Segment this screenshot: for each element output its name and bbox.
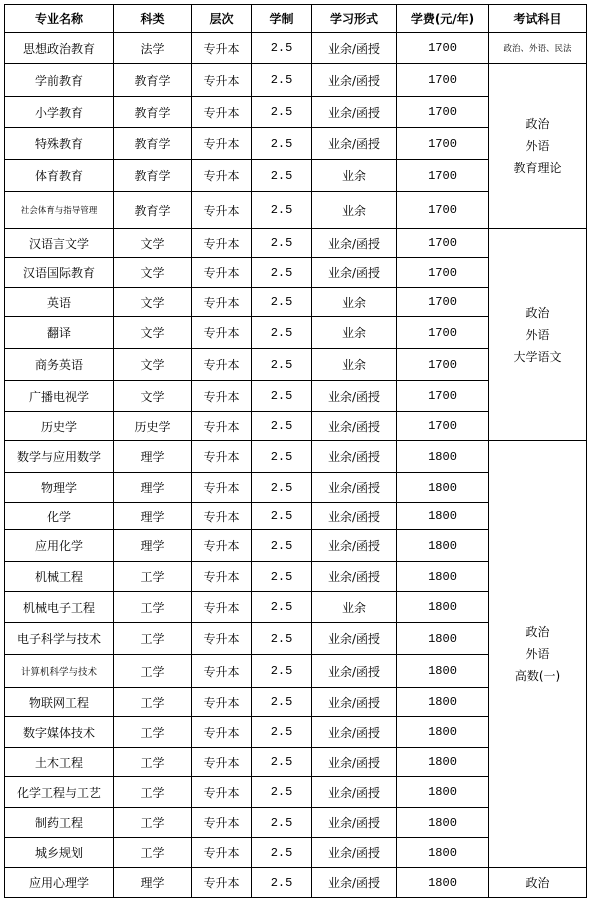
duration-cell: 2.5 (252, 748, 312, 777)
study-mode-cell: 业余 (312, 288, 397, 317)
major-name-cell: 化学工程与工艺 (5, 777, 114, 808)
category-cell: 文学 (114, 229, 192, 258)
category-cell: 文学 (114, 317, 192, 349)
major-name-cell: 物理学 (5, 473, 114, 503)
major-name-cell: 机械电子工程 (5, 592, 114, 623)
header-study-mode: 学习形式 (312, 5, 397, 33)
exam-subject-line: 政治 (525, 117, 550, 131)
study-mode-cell: 业余/函授 (312, 868, 397, 898)
level-cell: 专升本 (192, 503, 252, 530)
level-cell: 专升本 (192, 868, 252, 898)
duration-cell: 2.5 (252, 838, 312, 868)
major-name-cell: 学前教育 (5, 64, 114, 97)
major-name-cell: 社会体育与指导管理 (5, 192, 114, 229)
major-name-cell: 物联网工程 (5, 688, 114, 717)
study-mode-cell: 业余 (312, 160, 397, 192)
level-cell: 专升本 (192, 33, 252, 64)
tuition-cell: 1700 (397, 229, 489, 258)
study-mode-cell: 业余/函授 (312, 717, 397, 748)
tuition-cell: 1700 (397, 412, 489, 441)
category-cell: 历史学 (114, 412, 192, 441)
level-cell: 专升本 (192, 688, 252, 717)
tuition-cell: 1800 (397, 838, 489, 868)
header-category: 科类 (114, 5, 192, 33)
table-row (5, 33, 587, 64)
level-cell: 专升本 (192, 441, 252, 473)
major-name-cell: 数字媒体技术 (5, 717, 114, 748)
tuition-cell: 1800 (397, 688, 489, 717)
category-cell: 工学 (114, 777, 192, 808)
duration-cell: 2.5 (252, 128, 312, 160)
tuition-cell: 1800 (397, 530, 489, 562)
major-name-cell: 思想政治教育 (5, 33, 114, 64)
level-cell: 专升本 (192, 349, 252, 381)
category-cell: 工学 (114, 623, 192, 655)
level-cell: 专升本 (192, 748, 252, 777)
major-name-cell: 翻译 (5, 317, 114, 349)
level-cell: 专升本 (192, 592, 252, 623)
study-mode-cell: 业余/函授 (312, 503, 397, 530)
level-cell: 专升本 (192, 473, 252, 503)
header-exam-subjects: 考试科目 (489, 5, 587, 33)
level-cell: 专升本 (192, 317, 252, 349)
exam-subject-line: 大学语文 (513, 349, 562, 364)
major-name-cell: 电子科学与技术 (5, 623, 114, 655)
duration-cell: 2.5 (252, 808, 312, 838)
header-major-name: 专业名称 (5, 5, 114, 33)
duration-cell: 2.5 (252, 688, 312, 717)
tuition-cell: 1800 (397, 592, 489, 623)
exam-subjects-cell (489, 33, 587, 64)
study-mode-cell: 业余/函授 (312, 258, 397, 288)
duration-cell: 2.5 (252, 562, 312, 592)
study-mode-cell: 业余/函授 (312, 381, 397, 412)
major-name-cell: 土木工程 (5, 748, 114, 777)
major-name-cell: 特殊教育 (5, 128, 114, 160)
duration-cell: 2.5 (252, 349, 312, 381)
category-cell: 理学 (114, 868, 192, 898)
category-cell: 工学 (114, 838, 192, 868)
header-tuition: 学费(元/年) (397, 5, 489, 33)
level-cell: 专升本 (192, 717, 252, 748)
major-name-cell: 商务英语 (5, 349, 114, 381)
table-row (5, 441, 587, 473)
duration-cell: 2.5 (252, 503, 312, 530)
tuition-cell: 1700 (397, 192, 489, 229)
table-row (5, 64, 587, 97)
duration-cell: 2.5 (252, 381, 312, 412)
major-name-cell: 数学与应用数学 (5, 441, 114, 473)
level-cell: 专升本 (192, 623, 252, 655)
tuition-cell: 1800 (397, 808, 489, 838)
level-cell: 专升本 (192, 838, 252, 868)
study-mode-cell: 业余/函授 (312, 748, 397, 777)
level-cell: 专升本 (192, 562, 252, 592)
duration-cell: 2.5 (252, 777, 312, 808)
exam-subject-line: 外语 (525, 327, 550, 342)
major-name-cell: 城乡规划 (5, 838, 114, 868)
category-cell: 文学 (114, 349, 192, 381)
level-cell: 专升本 (192, 192, 252, 229)
tuition-cell: 1800 (397, 473, 489, 503)
duration-cell: 2.5 (252, 192, 312, 229)
study-mode-cell: 业余/函授 (312, 229, 397, 258)
category-cell: 理学 (114, 473, 192, 503)
exam-subject-line: 高数(一) (514, 669, 561, 683)
category-cell: 理学 (114, 441, 192, 473)
tuition-cell: 1800 (397, 868, 489, 898)
study-mode-cell: 业余/函授 (312, 688, 397, 717)
duration-cell: 2.5 (252, 441, 312, 473)
tuition-cell: 1800 (397, 562, 489, 592)
duration-cell: 2.5 (252, 473, 312, 503)
study-mode-cell: 业余/函授 (312, 530, 397, 562)
major-name-cell: 英语 (5, 288, 114, 317)
duration-cell: 2.5 (252, 258, 312, 288)
duration-cell: 2.5 (252, 530, 312, 562)
duration-cell: 2.5 (252, 655, 312, 688)
study-mode-cell: 业余/函授 (312, 33, 397, 64)
study-mode-cell: 业余/函授 (312, 441, 397, 473)
duration-cell: 2.5 (252, 229, 312, 258)
study-mode-cell: 业余/函授 (312, 97, 397, 128)
exam-subject-line: 外语 (525, 139, 550, 153)
table-row (5, 868, 587, 898)
tuition-cell: 1700 (397, 349, 489, 381)
table-body (5, 33, 587, 898)
category-cell: 教育学 (114, 192, 192, 229)
category-cell: 工学 (114, 717, 192, 748)
major-name-cell: 应用化学 (5, 530, 114, 562)
level-cell: 专升本 (192, 808, 252, 838)
header-row (5, 5, 587, 33)
major-name-cell: 计算机科学与技术 (5, 655, 114, 688)
tuition-cell: 1800 (397, 441, 489, 473)
tuition-cell: 1800 (397, 777, 489, 808)
level-cell: 专升本 (192, 229, 252, 258)
study-mode-cell: 业余/函授 (312, 473, 397, 503)
tuition-cell: 1700 (397, 381, 489, 412)
study-mode-cell: 业余 (312, 349, 397, 381)
study-mode-cell: 业余/函授 (312, 808, 397, 838)
exam-subjects-cell (489, 229, 587, 441)
tuition-cell: 1700 (397, 258, 489, 288)
level-cell: 专升本 (192, 530, 252, 562)
major-name-cell: 小学教育 (5, 97, 114, 128)
level-cell: 专升本 (192, 97, 252, 128)
level-cell: 专升本 (192, 655, 252, 688)
category-cell: 教育学 (114, 160, 192, 192)
duration-cell: 2.5 (252, 288, 312, 317)
major-name-cell: 应用心理学 (5, 868, 114, 898)
major-name-cell: 历史学 (5, 412, 114, 441)
duration-cell: 2.5 (252, 97, 312, 128)
major-name-cell: 制药工程 (5, 808, 114, 838)
category-cell: 理学 (114, 503, 192, 530)
exam-subject-line: 教育理论 (513, 161, 562, 175)
category-cell: 工学 (114, 688, 192, 717)
study-mode-cell: 业余/函授 (312, 623, 397, 655)
tuition-cell: 1800 (397, 623, 489, 655)
duration-cell: 2.5 (252, 623, 312, 655)
study-mode-cell: 业余/函授 (312, 412, 397, 441)
major-name-cell: 机械工程 (5, 562, 114, 592)
exam-subject-line: 外语 (525, 647, 550, 661)
study-mode-cell: 业余 (312, 317, 397, 349)
study-mode-cell: 业余/函授 (312, 562, 397, 592)
level-cell: 专升本 (192, 128, 252, 160)
tuition-cell: 1800 (397, 655, 489, 688)
exam-subject-line: 政治 (525, 875, 550, 890)
study-mode-cell: 业余 (312, 592, 397, 623)
category-cell: 工学 (114, 562, 192, 592)
major-name-cell: 体育教育 (5, 160, 114, 192)
exam-subjects-cell (489, 868, 587, 898)
major-name-cell: 汉语言文学 (5, 229, 114, 258)
duration-cell: 2.5 (252, 64, 312, 97)
exam-subject-line: 政治、外语、民法 (503, 44, 572, 54)
category-cell: 工学 (114, 748, 192, 777)
exam-subjects-cell (489, 441, 587, 868)
tuition-cell: 1800 (397, 717, 489, 748)
category-cell: 法学 (114, 33, 192, 64)
exam-subject-line: 政治 (525, 625, 550, 639)
duration-cell: 2.5 (252, 717, 312, 748)
table-row (5, 229, 587, 258)
exam-subject-line: 政治 (525, 305, 550, 320)
level-cell: 专升本 (192, 288, 252, 317)
level-cell: 专升本 (192, 777, 252, 808)
category-cell: 文学 (114, 381, 192, 412)
duration-cell: 2.5 (252, 868, 312, 898)
study-mode-cell: 业余 (312, 192, 397, 229)
category-cell: 教育学 (114, 97, 192, 128)
study-mode-cell: 业余/函授 (312, 64, 397, 97)
major-name-cell: 广播电视学 (5, 381, 114, 412)
duration-cell: 2.5 (252, 317, 312, 349)
category-cell: 教育学 (114, 128, 192, 160)
tuition-cell: 1700 (397, 128, 489, 160)
study-mode-cell: 业余/函授 (312, 655, 397, 688)
category-cell: 教育学 (114, 64, 192, 97)
category-cell: 理学 (114, 530, 192, 562)
major-name-cell: 化学 (5, 503, 114, 530)
level-cell: 专升本 (192, 412, 252, 441)
majors-table (4, 4, 587, 898)
tuition-cell: 1700 (397, 160, 489, 192)
header-level: 层次 (192, 5, 252, 33)
tuition-cell: 1700 (397, 33, 489, 64)
category-cell: 工学 (114, 808, 192, 838)
header-duration: 学制 (252, 5, 312, 33)
duration-cell: 2.5 (252, 33, 312, 64)
level-cell: 专升本 (192, 64, 252, 97)
level-cell: 专升本 (192, 258, 252, 288)
level-cell: 专升本 (192, 160, 252, 192)
tuition-cell: 1800 (397, 503, 489, 530)
duration-cell: 2.5 (252, 592, 312, 623)
exam-subjects-cell (489, 64, 587, 229)
tuition-cell: 1700 (397, 288, 489, 317)
major-name-cell: 汉语国际教育 (5, 258, 114, 288)
duration-cell: 2.5 (252, 412, 312, 441)
tuition-cell: 1700 (397, 317, 489, 349)
category-cell: 文学 (114, 288, 192, 317)
study-mode-cell: 业余/函授 (312, 838, 397, 868)
tuition-cell: 1800 (397, 748, 489, 777)
duration-cell: 2.5 (252, 160, 312, 192)
tuition-cell: 1700 (397, 97, 489, 128)
study-mode-cell: 业余/函授 (312, 128, 397, 160)
category-cell: 工学 (114, 655, 192, 688)
level-cell: 专升本 (192, 381, 252, 412)
study-mode-cell: 业余/函授 (312, 777, 397, 808)
category-cell: 工学 (114, 592, 192, 623)
category-cell: 文学 (114, 258, 192, 288)
tuition-cell: 1700 (397, 64, 489, 97)
